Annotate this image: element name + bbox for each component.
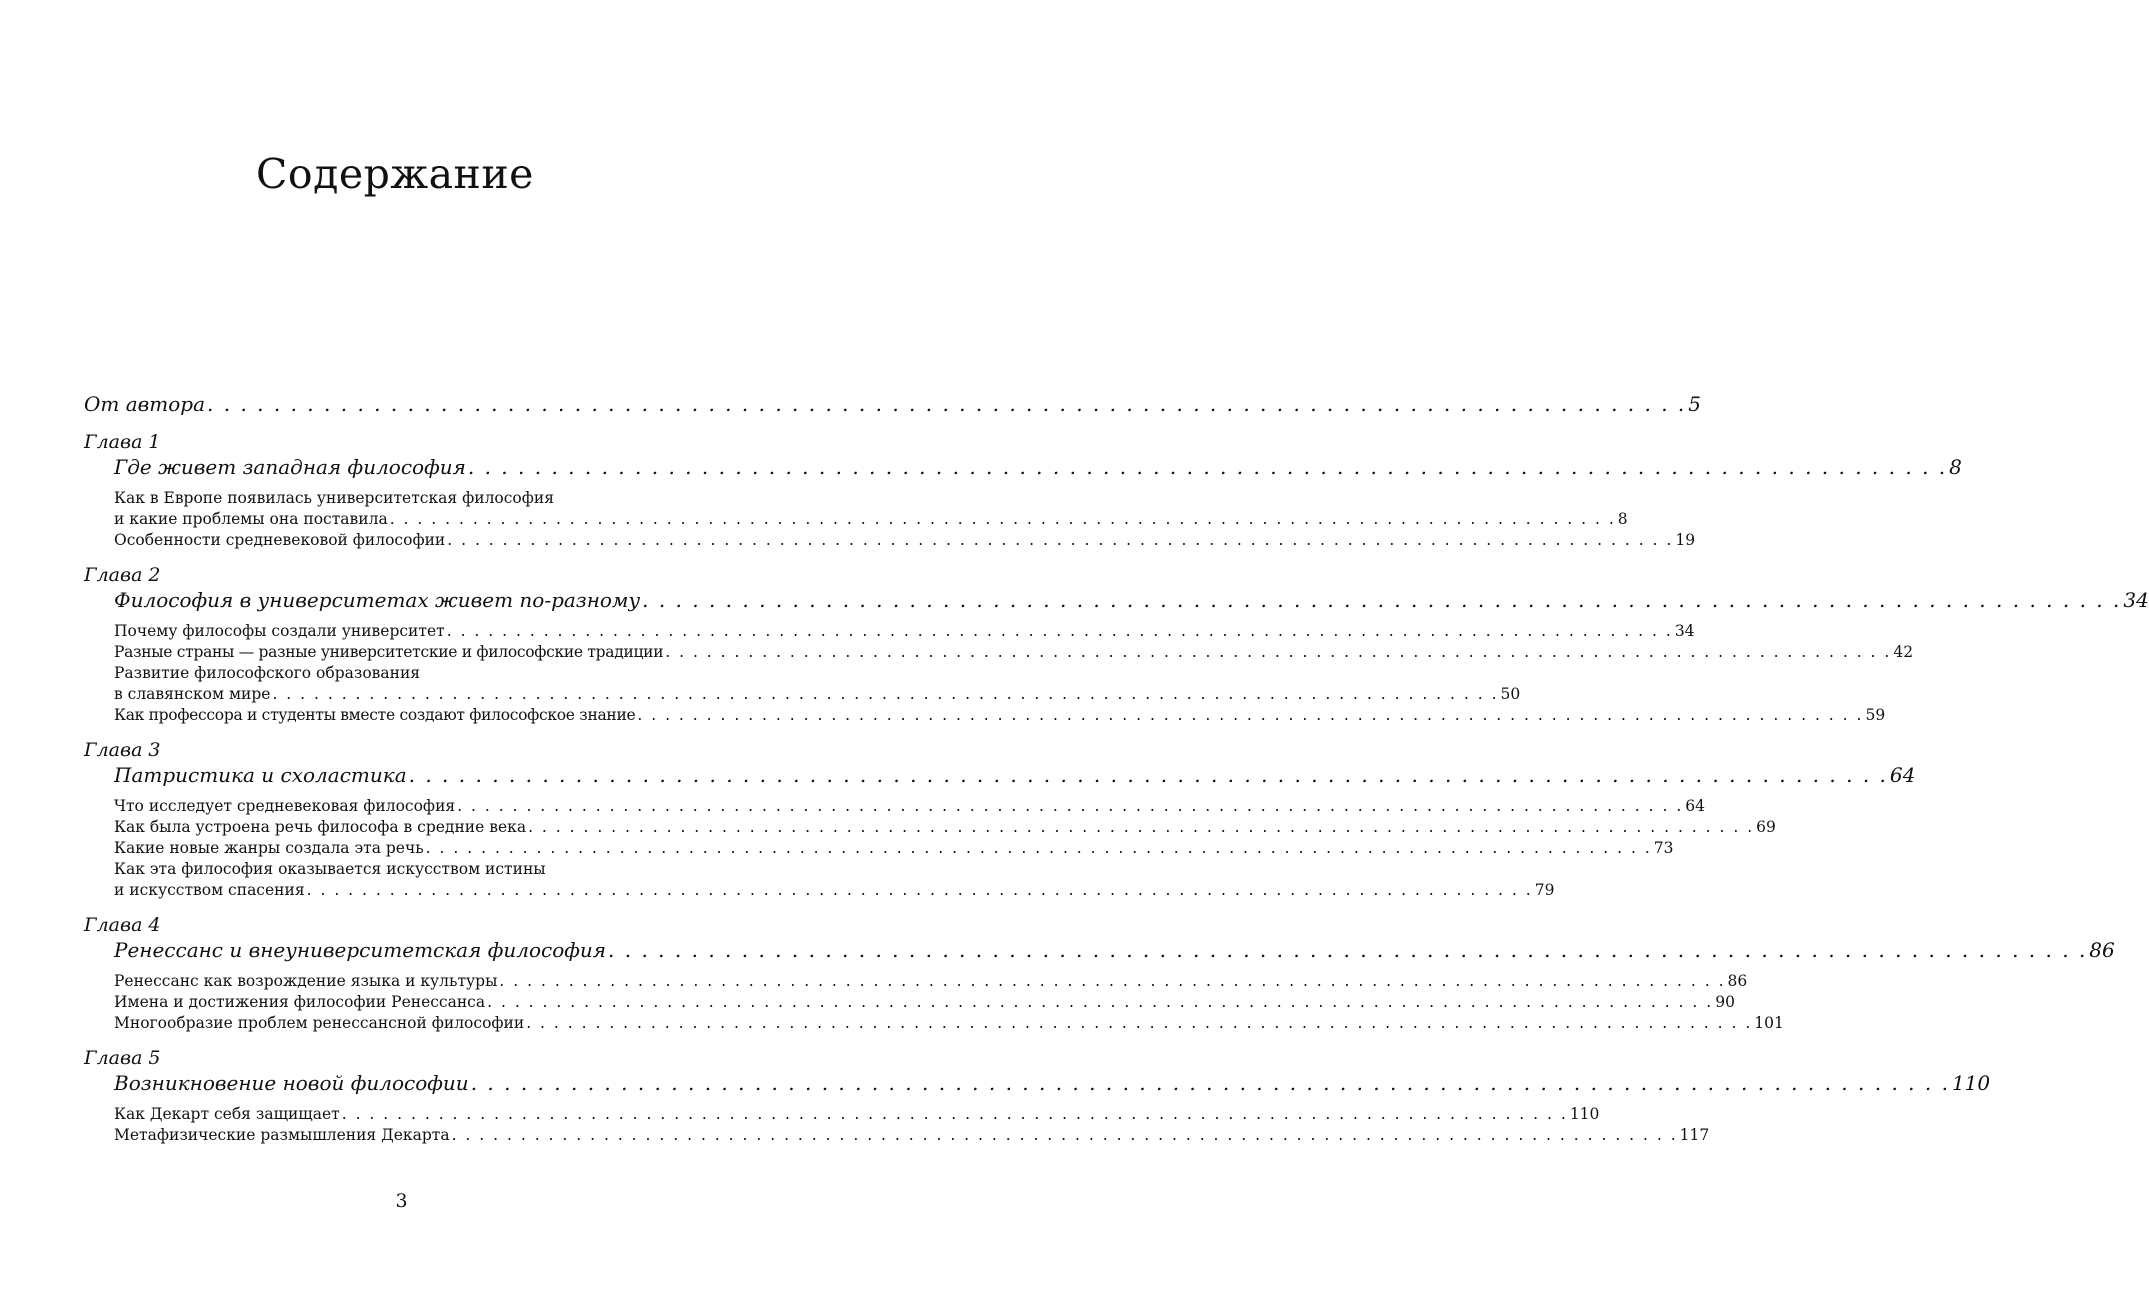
- section-entry[interactable]: [114, 796, 1706, 817]
- section-entry[interactable]: [114, 621, 1695, 642]
- toc-entry-label: в славянском мире: [114, 685, 271, 703]
- section-entry[interactable]: [114, 530, 1696, 551]
- toc-entry-page: 79: [1534, 881, 1555, 899]
- toc-entry-page: 90: [1715, 993, 1735, 1011]
- toc-entry-page: 8: [1617, 510, 1628, 528]
- chapter-block: [84, 563, 2149, 726]
- dot-leader: . . . . . . . . . . . . . . . . . . . . . . . . . . . . . . . . . . . . . . . . . . . . . . . . . . . . . . . . . . . . . . . . . . . . . . . . . . . . . . . . . . . . . . . . .: [637, 706, 1864, 724]
- toc-entry-label: Многообразие проблем ренессансной философии: [114, 1014, 525, 1032]
- chapter-title-entry[interactable]: [84, 454, 1962, 480]
- section-label-line: Как эта философия оказывается искусством истины: [114, 860, 546, 878]
- table-of-contents: [84, 390, 2149, 1146]
- toc-entry-page: 86: [2089, 938, 2115, 962]
- toc-entry-label: Как Декарт себя защищает: [114, 1105, 340, 1123]
- dot-leader: . . . . . . . . . . . . . . . . . . . . . . . . . . . . . . . . . . . . . . . . . . . . . . . . . . . . . . . . . . . . . . . . . . . . . . . . . . . . . . . . . . . . . . . . .: [207, 392, 1687, 416]
- section-entry[interactable]: [114, 838, 1674, 859]
- toc-entry-label: и какие проблемы она поставила: [114, 510, 388, 528]
- section-label-line: Развитие философского образования: [114, 664, 421, 682]
- toc-entry-label: Почему философы создали университет: [114, 622, 445, 640]
- toc-entry-page: 117: [1679, 1126, 1710, 1144]
- toc-entry-page: 34: [1674, 622, 1695, 640]
- dot-leader: . . . . . . . . . . . . . . . . . . . . . . . . . . . . . . . . . . . . . . . . . . . . . . . . . . . . . . . . . . . . . . . . . . . . . . . . . . . . . . . . . . . . . . . . .: [389, 510, 1616, 528]
- section-entry[interactable]: [114, 817, 1776, 838]
- page-number: 3: [395, 1190, 408, 1212]
- dot-leader: . . . . . . . . . . . . . . . . . . . . . . . . . . . . . . . . . . . . . . . . . . . . . . . . . . . . . . . . . . . . . . . . . . . . . . . . . . . . . . . . . . . . . . . . .: [408, 763, 1888, 787]
- dot-leader: . . . . . . . . . . . . . . . . . . . . . . . . . . . . . . . . . . . . . . . . . . . . . . . . . . . . . . . . . . . . . . . . . . . . . . . . . . . . . . . . . . . . . . . . .: [425, 839, 1652, 857]
- toc-entry-page: 59: [1865, 706, 1886, 724]
- dot-leader: . . . . . . . . . . . . . . . . . . . . . . . . . . . . . . . . . . . . . . . . . . . . . . . . . . . . . . . . . . . . . . . . . . . . . . . . . . . . . . . . . . . . . . . . .: [341, 1105, 1568, 1123]
- toc-entry-page: 64: [1685, 797, 1706, 815]
- dot-leader: . . . . . . . . . . . . . . . . . . . . . . . . . . . . . . . . . . . . . . . . . . . . . . . . . . . . . . . . . . . . . . . . . . . . . . . . . . . . . . . . . . . . . . . . .: [642, 588, 2122, 612]
- toc-entry-label: Ренессанс как возрождение языка и культуры: [114, 972, 498, 990]
- toc-entry-label: Что исследует средневековая философия: [114, 797, 456, 815]
- toc-entry-label: Возникновение новой философии: [114, 1071, 469, 1095]
- toc-entry-label: Метафизические размышления Декарта: [114, 1126, 450, 1144]
- chapter-title-entry[interactable]: [84, 1070, 1991, 1096]
- chapter-title-entry[interactable]: [84, 937, 2115, 963]
- dot-leader: . . . . . . . . . . . . . . . . . . . . . . . . . . . . . . . . . . . . . . . . . . . . . . . . . . . . . . . . . . . . . . . . . . . . . . . . . . . . . . . . . . . . . . . . .: [457, 797, 1684, 815]
- toc-entry-page: 69: [1756, 818, 1776, 836]
- toc-entry-label: и искусством спасения: [114, 881, 305, 899]
- section-entry[interactable]: [114, 1104, 1600, 1125]
- toc-entry-page: 86: [1727, 972, 1748, 990]
- chapter-block: [84, 738, 1916, 901]
- toc-entry-page: 8: [1949, 455, 1962, 479]
- dot-leader: . . . . . . . . . . . . . . . . . . . . . . . . . . . . . . . . . . . . . . . . . . . . . . . . . . . . . . . . . . . . . . . . . . . . . . . . . . . . . . . . . . . . . . . . .: [470, 1071, 1950, 1095]
- dot-leader: . . . . . . . . . . . . . . . . . . . . . . . . . . . . . . . . . . . . . . . . . . . . . . . . . . . . . . . . . . . . . . . . . . . . . . . . . . . . . . . . . . . . . . . . .: [306, 881, 1533, 899]
- section-entry[interactable]: [114, 992, 1735, 1013]
- toc-entry-label: Как была устроена речь философа в средние века: [114, 818, 527, 836]
- toc-entry-page: 110: [1569, 1105, 1600, 1123]
- chapter-label: Глава 3: [84, 739, 161, 761]
- chapter-label: Глава 2: [84, 564, 161, 586]
- chapter-title-entry[interactable]: [84, 762, 1916, 788]
- toc-entry-label: Имена и достижения философии Ренессанса: [114, 993, 486, 1011]
- chapter-block: [84, 430, 1962, 551]
- section-list: [84, 1104, 1710, 1146]
- section-list: [84, 796, 1776, 901]
- dot-leader: . . . . . . . . . . . . . . . . . . . . . . . . . . . . . . . . . . . . . . . . . . . . . . . . . . . . . . . . . . . . . . . . . . . . . . . . . . . . . . . . . . . . . . . . .: [526, 1014, 1753, 1032]
- dot-leader: . . . . . . . . . . . . . . . . . . . . . . . . . . . . . . . . . . . . . . . . . . . . . . . . . . . . . . . . . . . . . . . . . . . . . . . . . . . . . . . . . . . . . . . . .: [447, 531, 1674, 549]
- dot-leader: . . . . . . . . . . . . . . . . . . . . . . . . . . . . . . . . . . . . . . . . . . . . . . . . . . . . . . . . . . . . . . . . . . . . . . . . . . . . . . . . . . . . . . . . .: [446, 622, 1673, 640]
- section-entry[interactable]: [114, 642, 1914, 663]
- toc-entry-label: Особенности средневековой философии: [114, 531, 446, 549]
- chapter-block: [84, 1046, 1991, 1146]
- toc-entry-page: 110: [1951, 1071, 1991, 1095]
- toc-entry-label: Где живет западная философия: [114, 455, 466, 479]
- section-list: [84, 488, 1696, 551]
- toc-entry-page: 34: [2123, 588, 2149, 612]
- chapter-title-entry[interactable]: [84, 587, 2149, 613]
- toc-entry-label: От автора: [84, 392, 206, 416]
- toc-entry-page: 50: [1500, 685, 1521, 703]
- toc-entry-label: Какие новые жанры создала эта речь: [114, 839, 424, 857]
- dot-leader: . . . . . . . . . . . . . . . . . . . . . . . . . . . . . . . . . . . . . . . . . . . . . . . . . . . . . . . . . . . . . . . . . . . . . . . . . . . . . . . . . . . . . . . . .: [528, 818, 1755, 836]
- toc-entry-label: Как профессора и студенты вместе создают философское знание: [114, 706, 636, 724]
- toc-entry-label: Ренессанс и внеуниверситетская философия: [114, 938, 607, 962]
- page-title: Содержание: [256, 150, 534, 198]
- chapter-label: Глава 4: [84, 914, 161, 936]
- toc-entry-page: 5: [1688, 392, 1702, 416]
- toc-preface-entry[interactable]: [84, 390, 1702, 418]
- dot-leader: . . . . . . . . . . . . . . . . . . . . . . . . . . . . . . . . . . . . . . . . . . . . . . . . . . . . . . . . . . . . . . . . . . . . . . . . . . . . . . . . . . . . . . . . .: [467, 455, 1948, 479]
- chapter-label: Глава 1: [84, 431, 161, 453]
- toc-entry-page: 19: [1675, 531, 1696, 549]
- section-entry[interactable]: [114, 684, 1521, 705]
- toc-entry-page: 101: [1754, 1014, 1784, 1032]
- section-entry[interactable]: [114, 880, 1555, 901]
- dot-leader: . . . . . . . . . . . . . . . . . . . . . . . . . . . . . . . . . . . . . . . . . . . . . . . . . . . . . . . . . . . . . . . . . . . . . . . . . . . . . . . . . . . . . . . . .: [665, 643, 1892, 661]
- section-entry[interactable]: [114, 1013, 1784, 1034]
- toc-entry-page: 42: [1893, 643, 1914, 661]
- section-entry[interactable]: [114, 509, 1628, 530]
- toc-entry-label: Разные страны — разные университетские и философские традиции: [114, 643, 664, 661]
- section-list: [84, 971, 1784, 1034]
- chapter-label: Глава 5: [84, 1047, 161, 1069]
- dot-leader: . . . . . . . . . . . . . . . . . . . . . . . . . . . . . . . . . . . . . . . . . . . . . . . . . . . . . . . . . . . . . . . . . . . . . . . . . . . . . . . . . . . . . . . . .: [499, 972, 1726, 990]
- dot-leader: . . . . . . . . . . . . . . . . . . . . . . . . . . . . . . . . . . . . . . . . . . . . . . . . . . . . . . . . . . . . . . . . . . . . . . . . . . . . . . . . . . . . . . . . .: [451, 1126, 1678, 1144]
- dot-leader: . . . . . . . . . . . . . . . . . . . . . . . . . . . . . . . . . . . . . . . . . . . . . . . . . . . . . . . . . . . . . . . . . . . . . . . . . . . . . . . . . . . . . . . . .: [608, 938, 2088, 962]
- section-entry[interactable]: [114, 971, 1748, 992]
- section-entry[interactable]: [114, 705, 1886, 726]
- toc-entry-label: Философия в университетах живет по-разному: [114, 588, 641, 612]
- section-entry[interactable]: [114, 1125, 1710, 1146]
- toc-entry-page: 64: [1889, 763, 1916, 787]
- toc-entry-page: 73: [1653, 839, 1674, 857]
- section-label-line: Как в Европе появилась университетская философия: [114, 489, 555, 507]
- toc-entry-label: Патристика и схоластика: [114, 763, 407, 787]
- dot-leader: . . . . . . . . . . . . . . . . . . . . . . . . . . . . . . . . . . . . . . . . . . . . . . . . . . . . . . . . . . . . . . . . . . . . . . . . . . . . . . . . . . . . . . . . .: [272, 685, 1499, 703]
- section-list: [84, 621, 1914, 726]
- chapter-block: [84, 913, 2115, 1034]
- dot-leader: . . . . . . . . . . . . . . . . . . . . . . . . . . . . . . . . . . . . . . . . . . . . . . . . . . . . . . . . . . . . . . . . . . . . . . . . . . . . . . . . . . . . . . . . .: [487, 993, 1714, 1011]
